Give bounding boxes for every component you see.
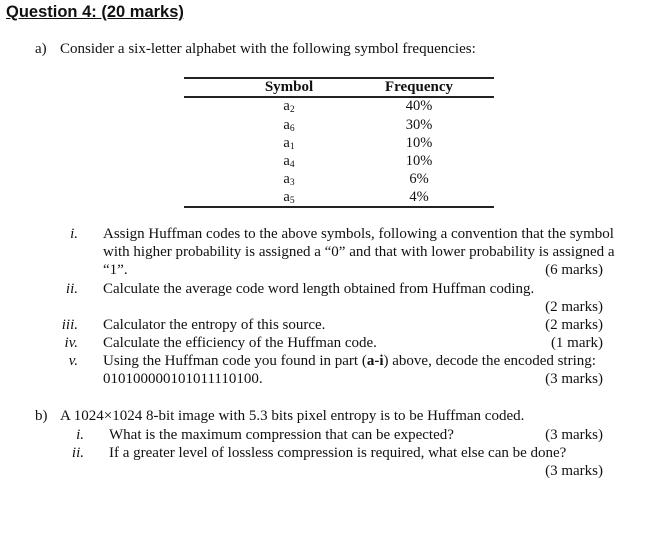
question-title: Question 4: (20 marks) — [6, 3, 184, 21]
table-row-symbol: $a_6$ — [283, 117, 295, 134]
item-a-i-marks: (6 marks) — [545, 262, 603, 278]
table-row-symbol: $a_2$ — [283, 98, 295, 115]
item-a-iii-marks: (2 marks) — [545, 317, 603, 333]
item-b-i-text: What is the maximum compression that can be expected? — [109, 427, 454, 443]
item-b-ii-marks: (3 marks) — [545, 463, 603, 479]
item-a-v-line2: 010100000101011110100. — [103, 371, 263, 387]
part-b-intro: A 1024×1024 8-bit image with 5.3 bits pixel entropy is to be Huffman coded. — [60, 408, 525, 424]
item-b-i-number: i. — [76, 427, 84, 443]
frequency-table — [184, 77, 494, 207]
item-b-i-marks: (3 marks) — [545, 427, 603, 443]
item-a-iv-line1: Calculate the efficiency of the Huffman code. — [103, 335, 377, 351]
item-a-i-line3: “1”. — [103, 262, 128, 278]
table-row-symbol: $a_3$ — [283, 171, 295, 188]
table-row-frequency: 4% — [409, 189, 429, 205]
item-a-iv-number: iv. — [64, 335, 78, 351]
table-row-frequency: 10% — [405, 135, 433, 151]
item-a-iii-number: iii. — [61, 317, 78, 333]
item-a-v-number: v. — [68, 353, 78, 369]
table-row-frequency: 30% — [405, 117, 433, 133]
table-row-symbol: $a_4$ — [283, 153, 295, 170]
part-reference: a-i — [366, 353, 384, 369]
table-header-frequency: Frequency — [384, 79, 454, 95]
table-row-symbol: $a_5$ — [283, 189, 295, 206]
table-bottom-rule — [184, 206, 494, 208]
table-row-frequency: 6% — [409, 171, 429, 187]
table-row-symbol: $a_1$ — [283, 135, 295, 152]
item-a-iv-marks: (1 mark) — [550, 335, 603, 351]
item-a-ii-line1: Calculate the average code word length obtained from Huffman coding. — [103, 281, 535, 297]
item-a-v-line1: Using the Huffman code you found in part (a-i) above, decode the encoded string: — [103, 353, 596, 369]
part-a-label: a) — [35, 41, 47, 57]
item-a-i-line1: Assign Huffman codes to the above symbols, following a convention that the symbol — [103, 226, 614, 242]
item-b-ii-text: If a greater level of lossless compression is required, what else can be done? — [109, 445, 567, 461]
item-a-i-number: i. — [70, 226, 78, 242]
part-b-label: b) — [35, 408, 48, 424]
part-a-intro: Consider a six-letter alphabet with the following symbol frequencies: — [60, 41, 476, 57]
item-a-v-marks: (3 marks) — [545, 371, 603, 387]
table-row-frequency: 40% — [405, 98, 433, 114]
item-a-ii-marks: (2 marks) — [545, 299, 603, 315]
item-a-i-line2: with higher probability is assigned a “0” and that with lower probability is assigned a — [103, 244, 615, 260]
item-a-iii-line1: Calculator the entropy of this source. — [103, 317, 326, 333]
table-row-frequency: 10% — [405, 153, 433, 169]
item-b-ii-number: ii. — [71, 445, 84, 461]
item-a-ii-number: ii. — [65, 281, 78, 297]
table-header-symbol: Symbol — [264, 79, 314, 95]
